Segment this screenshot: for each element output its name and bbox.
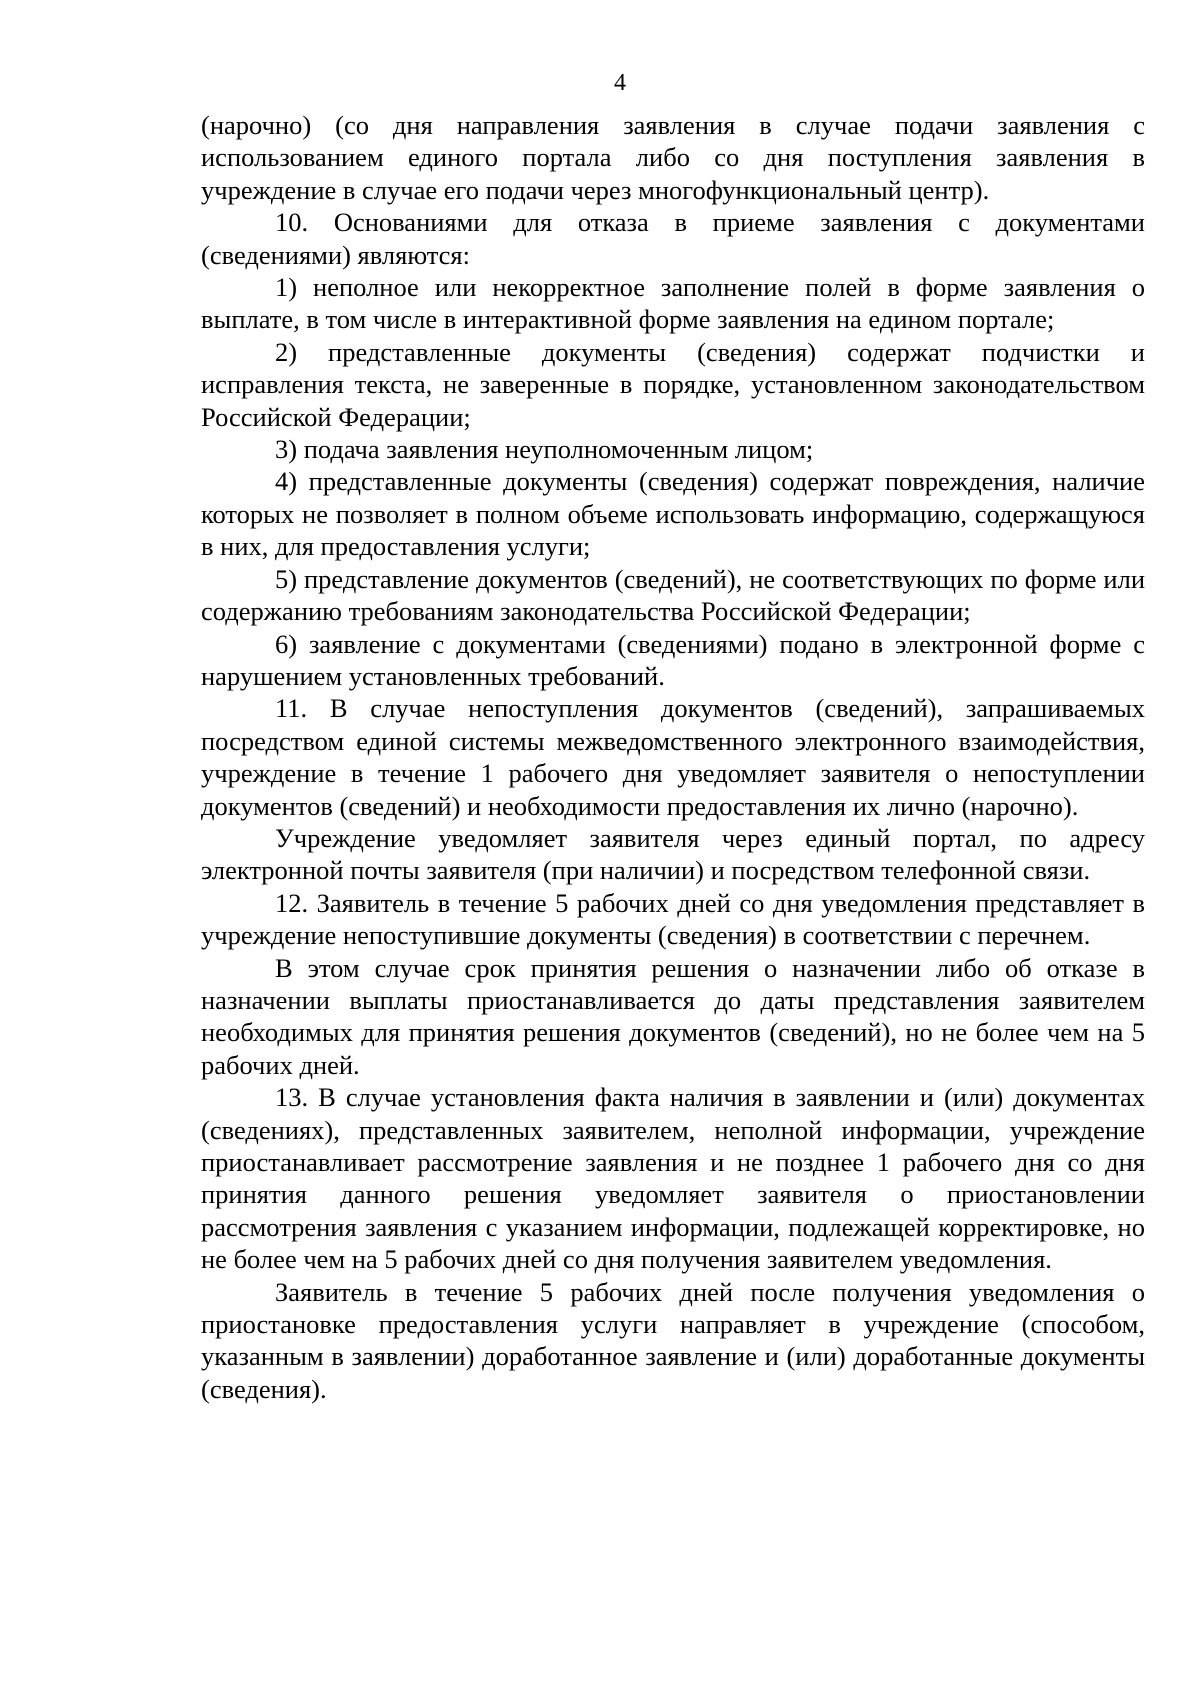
paragraph-item-1: 1) неполное или некорректное заполнение полей в форме заявления о выплате, в том числе в интерактивной форме заявления на едином портале; <box>201 272 1145 335</box>
paragraph-item-6: 6) заявление с документами (сведениями) подано в электронной форме с нарушением установленных требований. <box>201 628 1145 691</box>
paragraph-continuation: (нарочно) (со дня направления заявления в случае подачи заявления с использованием единого портала либо со дня поступления заявления в учреждение в случае его подачи через многофункциональный центр). <box>201 110 1145 205</box>
paragraph-clause-13-resubmission: Заявитель в течение 5 рабочих дней после получения уведомления о приостановке предоставления услуги направляет в учреждение (способом, указанным в заявлении) доработанное заявление и (или) доработанные документы (сведения). <box>201 1276 1145 1404</box>
page-number: 4 <box>614 70 626 96</box>
paragraph-clause-13: 13. В случае установления факта наличия в заявлении и (или) документах (сведениях), представленных заявителем, неполной информации, учреждение приостанавливает рассмотрение заявления и не позднее 1 рабочего дня со дня принятия данного решения уведомляет заявителя о приостановлении рассмотрения заявления с указанием информации, подлежащей корректировке, но не более чем на 5 рабочих дней со дня получения заявителем уведомления. <box>201 1082 1145 1275</box>
paragraph-item-4: 4) представленные документы (сведения) содержат повреждения, наличие которых не позволяет в полном объеме использовать информацию, содержащуюся в них, для предоставления услуги; <box>201 466 1145 562</box>
paragraph-clause-11-notice: Учреждение уведомляет заявителя через единый портал, по адресу электронной почты заявителя (при наличии) и посредством телефонной связи. <box>201 822 1145 886</box>
paragraph-clause-12-deadline: В этом случае срок принятия решения о назначении либо об отказе в назначении выплаты приостанавливается до даты представления заявителем необходимых для принятия решения документов (сведений), но не более чем на 5 рабочих дней. <box>201 952 1145 1080</box>
document-body <box>201 109 1145 1405</box>
paragraph-item-2: 2) представленные документы (сведения) содержат подчистки и исправления текста, не заверенные в порядке, установленном законодательством Российской Федерации; <box>201 336 1145 432</box>
paragraph-clause-12: 12. Заявитель в течение 5 рабочих дней со дня уведомления представляет в учреждение непоступившие документы (сведения) в соответствии с перечнем. <box>201 887 1145 951</box>
paragraph-clause-11: 11. В случае непоступления документов (сведений), запрашиваемых посредством единой системы межведомственного электронного взаимодействия, учреждение в течение 1 рабочего дня уведомляет заявителя о непоступлении документов (сведений) и необходимости предоставления их лично (нарочно). <box>201 693 1145 821</box>
paragraph-item-5: 5) представление документов (сведений), не соответствующих по форме или содержанию требованиям законодательства Российской Федерации; <box>201 563 1145 627</box>
paragraph-clause-10: 10. Основаниями для отказа в приеме заявления с документами (сведениями) являются: <box>201 207 1145 270</box>
paragraph-item-3: 3) подача заявления неуполномоченным лицом; <box>275 434 814 465</box>
